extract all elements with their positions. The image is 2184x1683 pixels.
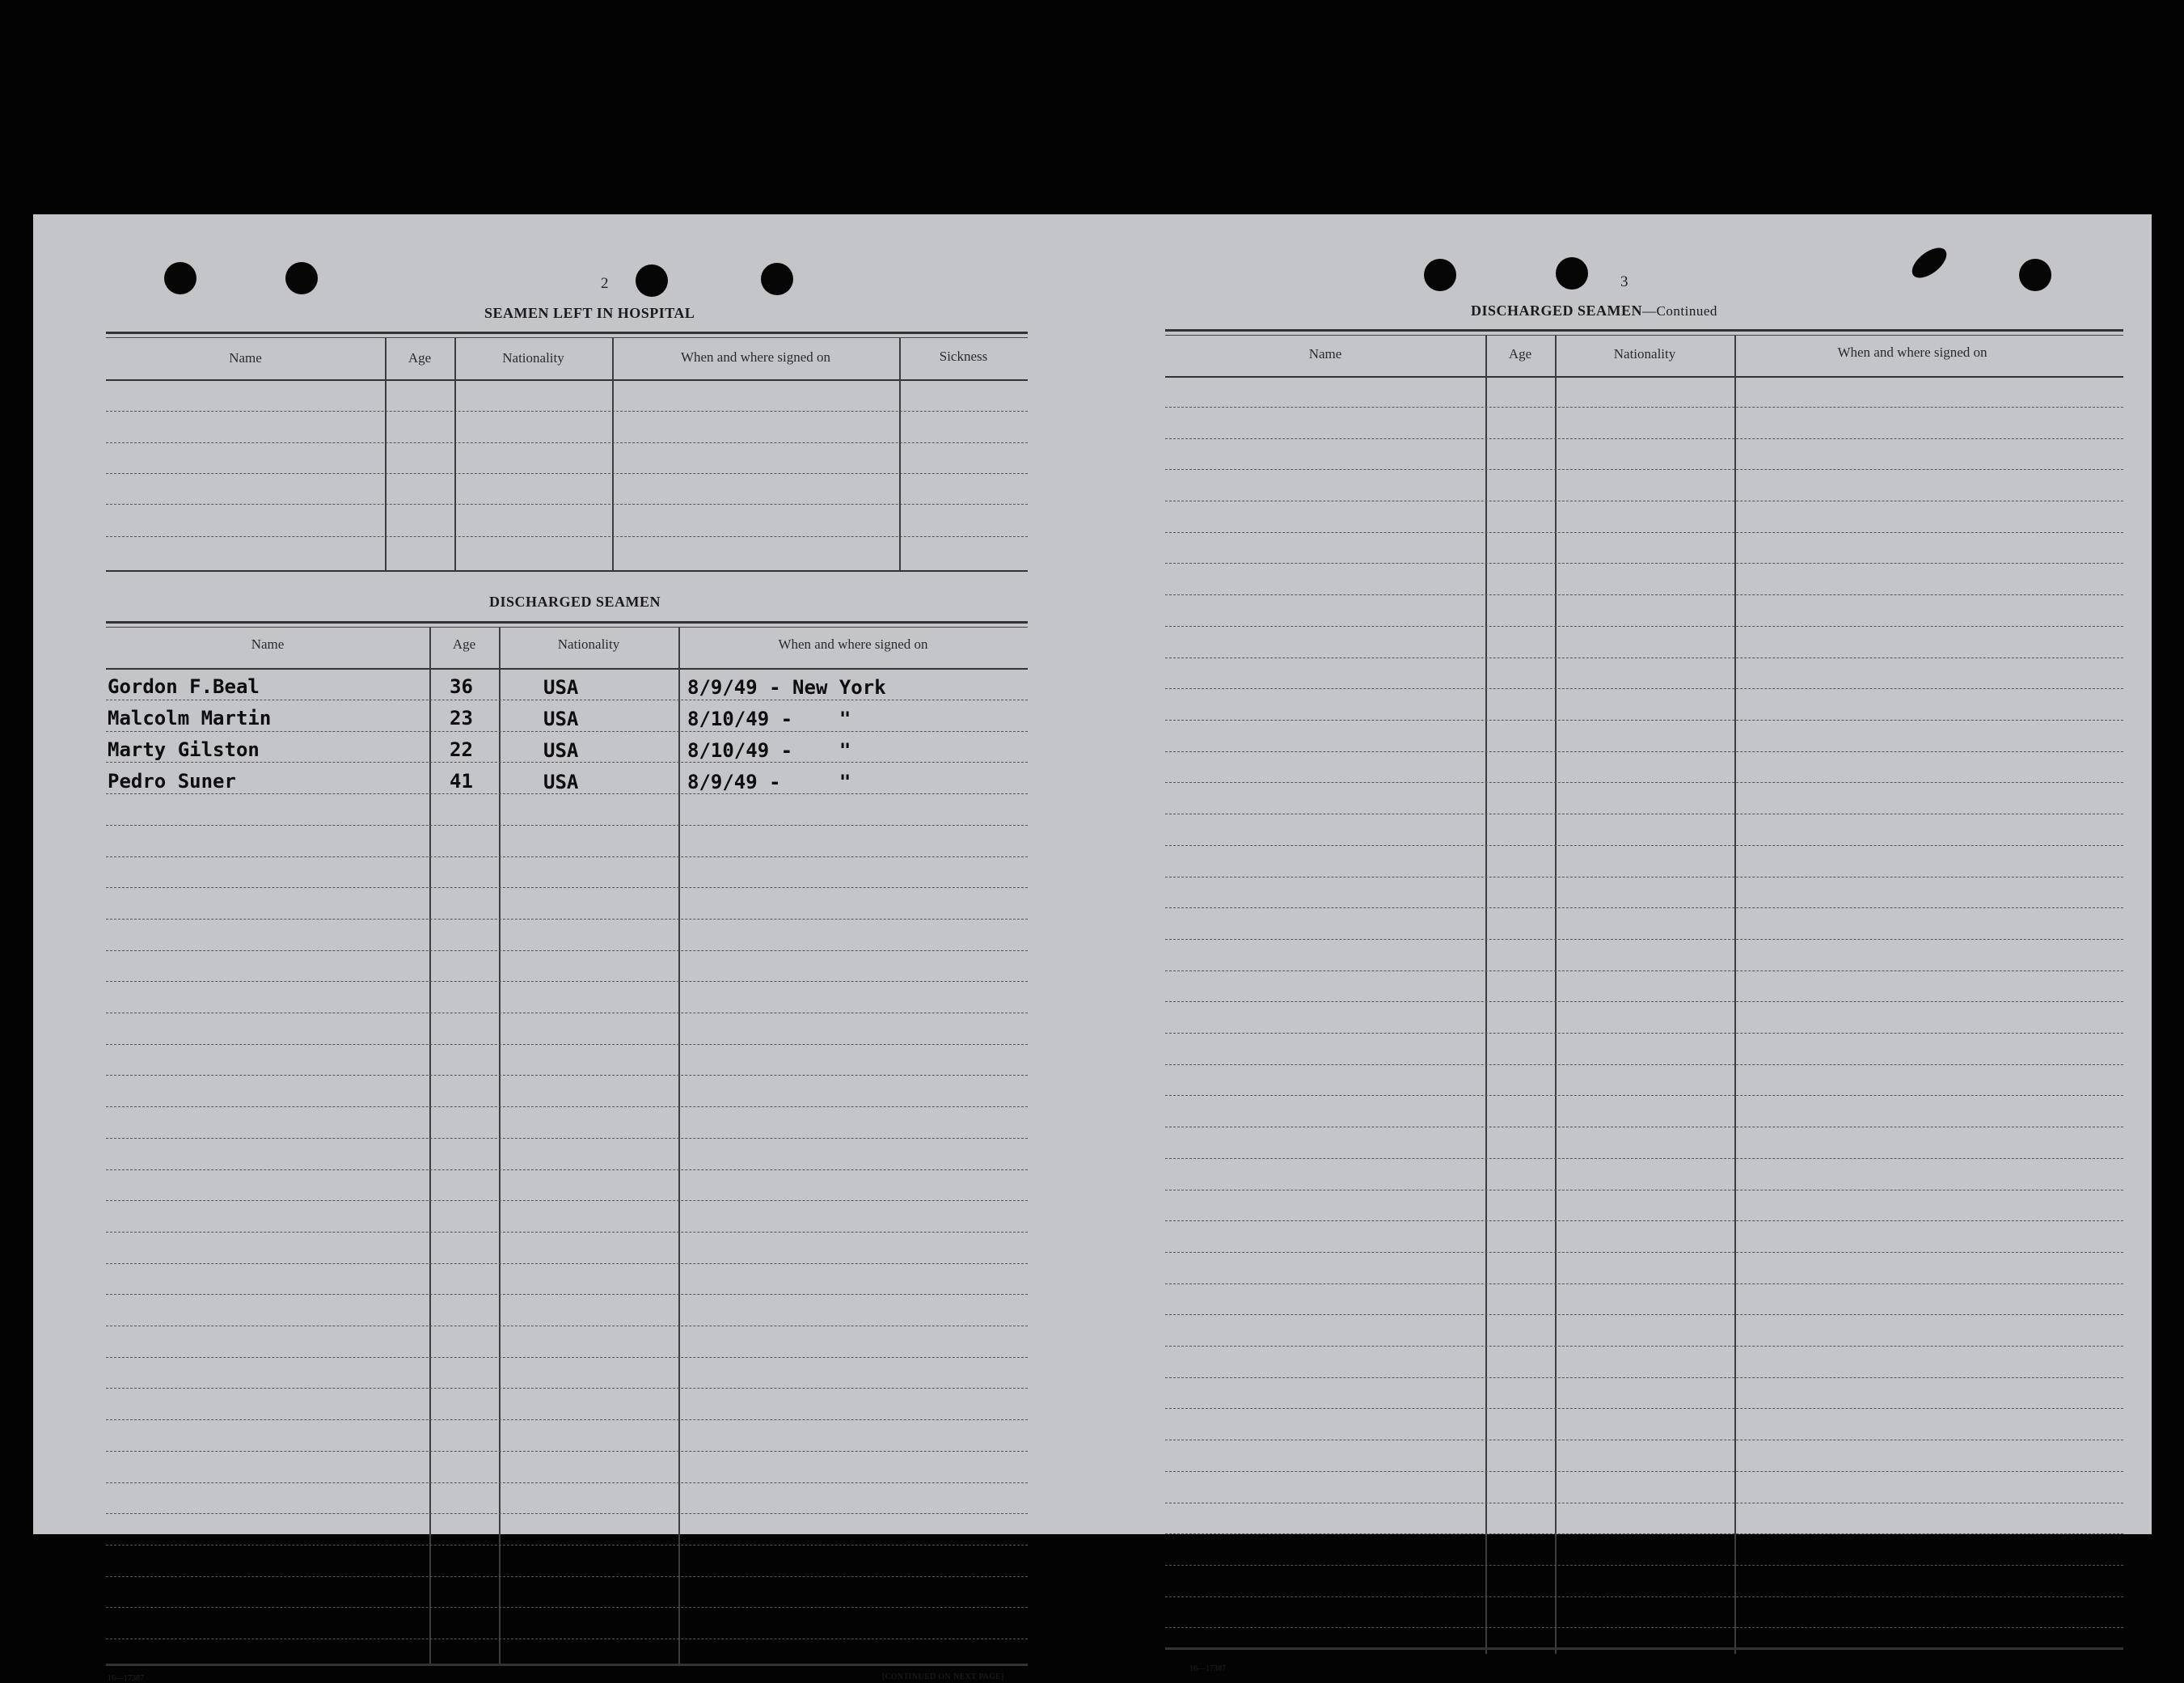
discharged-bottom-rule bbox=[106, 1664, 1028, 1666]
row-rule bbox=[1165, 1408, 2123, 1409]
row-rule bbox=[106, 856, 1028, 857]
row-rule bbox=[1165, 1158, 2123, 1159]
row-rule bbox=[1165, 688, 2123, 689]
row-rule bbox=[106, 825, 1028, 826]
row-rule bbox=[106, 1294, 1028, 1295]
row-rule bbox=[106, 504, 1028, 505]
page-number: 2 bbox=[601, 275, 609, 292]
row-rule bbox=[106, 950, 1028, 951]
row-rule bbox=[1165, 1314, 2123, 1315]
row-rule bbox=[1165, 469, 2123, 470]
seaman-age: 23 bbox=[450, 707, 473, 729]
row-rule bbox=[1165, 1596, 2123, 1597]
column-header-nationality: Nationality bbox=[1613, 346, 1676, 362]
column-header-age: Age bbox=[452, 636, 476, 652]
row-rule bbox=[106, 762, 1028, 763]
row-rule bbox=[106, 1263, 1028, 1264]
form-number: 16—17387 bbox=[1189, 1664, 1226, 1673]
column-header-age: Age bbox=[1508, 346, 1532, 362]
column-divider bbox=[499, 627, 501, 1666]
column-divider bbox=[454, 337, 456, 570]
row-rule bbox=[1165, 594, 2123, 595]
row-rule bbox=[1165, 939, 2123, 940]
seaman-name: Marty Gilston bbox=[108, 738, 260, 761]
column-divider bbox=[429, 627, 431, 1666]
row-rule bbox=[1165, 1346, 2123, 1347]
left-page bbox=[106, 214, 1028, 1683]
row-rule bbox=[1165, 1033, 2123, 1034]
row-rule bbox=[106, 793, 1028, 794]
column-header-nationality: Nationality bbox=[502, 350, 564, 366]
seaman-nationality: USA bbox=[543, 708, 579, 730]
column-header-signed-on: When and where signed on bbox=[778, 636, 928, 652]
title-continued: —Continued bbox=[1642, 303, 1717, 319]
seaman-nationality: USA bbox=[543, 739, 579, 762]
seaman-name: Malcolm Martin bbox=[108, 707, 272, 729]
row-rule bbox=[1165, 845, 2123, 846]
row-rule bbox=[106, 1451, 1028, 1452]
column-header-age: Age bbox=[408, 350, 432, 366]
seaman-signed-on: 8/10/49 - " bbox=[687, 708, 851, 730]
row-rule bbox=[106, 887, 1028, 888]
row-rule bbox=[106, 1169, 1028, 1170]
row-rule bbox=[106, 411, 1028, 412]
row-rule bbox=[1165, 751, 2123, 752]
row-rule bbox=[1165, 407, 2123, 408]
row-rule bbox=[1165, 1220, 2123, 1221]
column-header-sickness: Sickness bbox=[939, 349, 988, 364]
row-rule bbox=[1165, 1252, 2123, 1253]
discharged-section-title: DISCHARGED SEAMEN bbox=[489, 594, 661, 610]
column-header-signed-on: When and where signed on bbox=[680, 349, 831, 365]
column-header-name: Name bbox=[1308, 346, 1342, 362]
column-divider bbox=[899, 337, 901, 570]
hospital-bottom-rule bbox=[106, 570, 1028, 572]
row-rule bbox=[1165, 720, 2123, 721]
row-rule bbox=[1165, 1377, 2123, 1378]
row-rule bbox=[1165, 1471, 2123, 1472]
discharged-header-rule bbox=[106, 668, 1028, 670]
page-number: 3 bbox=[1620, 273, 1628, 290]
right-top-rule bbox=[1165, 329, 2123, 336]
hospital-top-rule bbox=[106, 332, 1028, 338]
row-rule bbox=[1165, 1565, 2123, 1566]
row-rule bbox=[1165, 1283, 2123, 1284]
column-divider bbox=[612, 337, 614, 570]
row-rule bbox=[1165, 970, 2123, 971]
right-header-rule bbox=[1165, 376, 2123, 378]
row-rule bbox=[106, 536, 1028, 537]
form-number: 16—17387 bbox=[108, 1674, 144, 1683]
row-rule bbox=[106, 1607, 1028, 1608]
column-divider bbox=[678, 627, 680, 1666]
column-divider bbox=[1485, 336, 1487, 1654]
continued-note: [CONTINUED ON NEXT PAGE] bbox=[882, 1672, 1004, 1681]
row-rule bbox=[1165, 563, 2123, 564]
row-rule bbox=[106, 1200, 1028, 1201]
title-main: DISCHARGED SEAMEN bbox=[1471, 302, 1643, 319]
row-rule bbox=[106, 1576, 1028, 1577]
row-rule bbox=[1165, 626, 2123, 627]
row-rule bbox=[106, 1044, 1028, 1045]
row-rule bbox=[1165, 907, 2123, 908]
row-rule bbox=[1165, 1001, 2123, 1002]
seaman-age: 41 bbox=[450, 770, 473, 793]
seaman-age: 36 bbox=[450, 675, 473, 698]
hospital-header-rule bbox=[106, 379, 1028, 381]
column-header-nationality: Nationality bbox=[557, 636, 620, 652]
row-rule bbox=[1165, 1533, 2123, 1534]
column-header-name: Name bbox=[251, 636, 285, 652]
row-rule bbox=[1165, 782, 2123, 783]
seaman-signed-on: 8/9/49 - " bbox=[687, 771, 851, 793]
seaman-name: Gordon F.Beal bbox=[108, 675, 260, 698]
row-rule bbox=[1165, 532, 2123, 533]
row-rule bbox=[1165, 1627, 2123, 1628]
row-rule bbox=[106, 1075, 1028, 1076]
column-divider bbox=[1734, 336, 1736, 1654]
row-rule bbox=[106, 473, 1028, 474]
row-rule bbox=[106, 1232, 1028, 1233]
seaman-nationality: USA bbox=[543, 771, 579, 793]
seaman-signed-on: 8/10/49 - " bbox=[687, 739, 851, 762]
row-rule bbox=[106, 919, 1028, 920]
row-rule bbox=[1165, 1064, 2123, 1065]
row-rule bbox=[1165, 1095, 2123, 1096]
document-sheet bbox=[33, 214, 2152, 1683]
seaman-nationality: USA bbox=[543, 676, 579, 699]
discharged-top-rule bbox=[106, 621, 1028, 628]
hospital-section-title: SEAMEN LEFT IN HOSPITAL bbox=[484, 305, 695, 321]
seaman-name: Pedro Suner bbox=[108, 770, 236, 793]
row-rule bbox=[106, 981, 1028, 982]
seaman-age: 22 bbox=[450, 738, 473, 761]
column-header-name: Name bbox=[229, 350, 262, 366]
row-rule bbox=[106, 1545, 1028, 1546]
column-divider bbox=[1555, 336, 1557, 1654]
right-bottom-rule bbox=[1165, 1647, 2123, 1650]
discharged-continued-title bbox=[1471, 302, 1717, 319]
seaman-signed-on: 8/9/49 - New York bbox=[687, 676, 886, 699]
row-rule bbox=[106, 1513, 1028, 1514]
row-rule bbox=[106, 731, 1028, 732]
row-rule bbox=[106, 442, 1028, 443]
row-rule bbox=[106, 1106, 1028, 1107]
row-rule bbox=[106, 1388, 1028, 1389]
column-header-signed-on: When and where signed on bbox=[1837, 345, 1988, 360]
right-page bbox=[1165, 214, 2123, 1673]
column-divider bbox=[385, 337, 387, 570]
row-rule bbox=[106, 1357, 1028, 1358]
row-rule bbox=[106, 1419, 1028, 1420]
row-rule bbox=[106, 1138, 1028, 1139]
row-rule bbox=[106, 1482, 1028, 1483]
row-rule bbox=[1165, 438, 2123, 439]
